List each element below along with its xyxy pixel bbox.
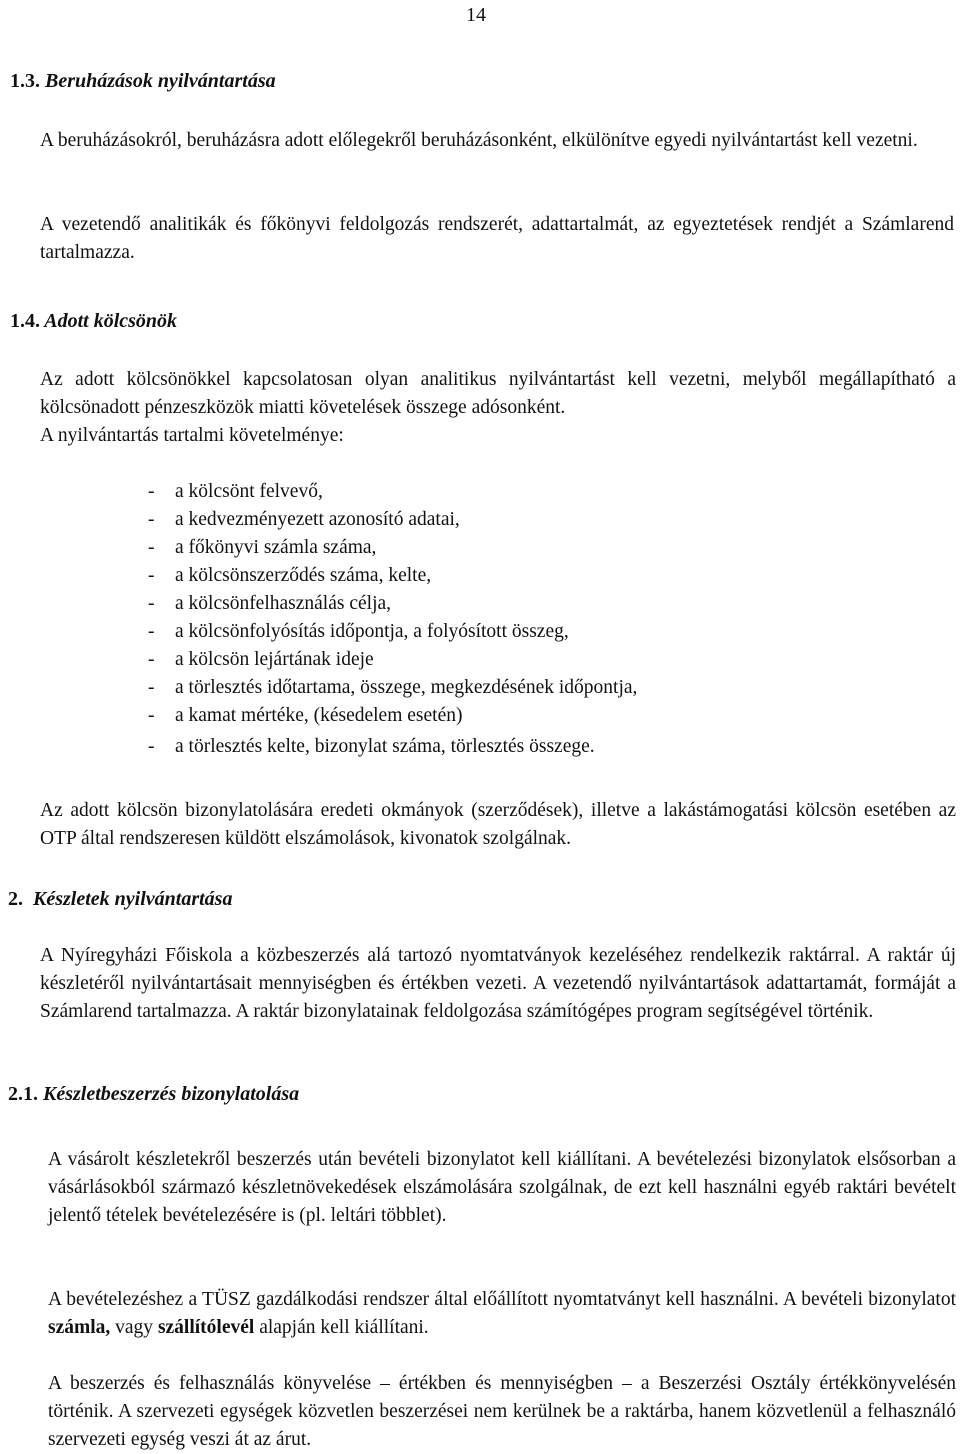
section-title: Beruházások nyilvántartása [45,70,276,92]
list-item: - a kamat mértéke, (késedelem esetén) [148,705,463,726]
text-run: vagy [110,1317,158,1338]
list-item: - a kedvezményezett azonosító adatai, [148,509,460,530]
section-title: Készletek nyilvántartása [33,888,233,910]
list-item: - a kölcsönfolyósítás időpontja, a folyósított összeg, [148,621,569,642]
list-item-text: a kölcsönszerződés száma, kelte, [175,565,432,586]
list-item: - a kölcsönt felvevő, [148,481,323,502]
emphasis-invoice: számla, [48,1317,111,1338]
section-heading-2 [8,888,232,911]
paragraph: A Nyíregyházi Főiskola a közbeszerzés alá tartozó nyomtatványok kezeléséhez rendelkezik raktárral. A raktár új készletéről nyilvántartásait mennyiségben és értékben vezeti. A vezetendő nyilvántartások adattartamát, formáját a Számlarend tartalmazza. A raktár bizonylatainak feldolgozása számítógépes program segítségével történik. [40,945,956,1022]
list-item-text: a kölcsön lejártának ideje [175,649,374,670]
list-item-text: a kölcsönfolyósítás időpontja, a folyósított összeg, [175,621,569,642]
section-heading-1-3 [10,70,276,93]
emphasis-delivery-note: szállítólevél [157,1317,255,1338]
text-run: A bevételezéshez a TÜSZ gazdálkodási rendszer által előállított nyomtatványt kell használni. A bevételi bizonylatot [48,1289,956,1310]
paragraph: A beszerzés és felhasználás könyvelése – értékben és mennyiségben – a Beszerzési Osztály értékkönyvelésén történik. A szervezeti egységek közvetlen beszerzései nem kerülnek be a raktárba, hanem közvetlenül a felhasználó szervezeti egység veszi át az árut. [48,1373,956,1450]
list-item: - a kölcsön lejártának ideje [148,649,374,670]
list-item: - a törlesztés időtartama, összege, megkezdésének időpontja, [148,677,638,698]
section-number: 2.1. [8,1083,38,1105]
paragraph: A nyilvántartás tartalmi követelménye: [40,425,344,446]
list-item-text: a kamat mértéke, (késedelem esetén) [175,705,463,726]
list-item: - a törlesztés kelte, bizonylat száma, törlesztés összege. [148,736,595,757]
section-number: 2. [8,888,23,910]
list-item-text: a törlesztés kelte, bizonylat száma, törlesztés összege. [175,736,595,757]
section-number: 1.4. [10,310,40,332]
section-number: 1.3. [10,70,40,92]
paragraph: A beruházásokról, beruházásra adott előlegekről beruházásonként, elkülönítve egyedi nyilvántartást kell vezetni. [40,130,918,151]
paragraph: Az adott kölcsön bizonylatolására eredeti okmányok (szerződések), illetve a lakástámogatási kölcsön esetében az OTP által rendszeresen küldött elszámolások, kivonatok szolgálnak. [40,800,956,849]
paragraph: A vezetendő analitikák és főkönyvi feldolgozás rendszerét, adattartalmát, az egyeztetések rendjét a Számlarend tartalmazza. [40,214,954,263]
list-item-text: a kölcsönt felvevő, [175,481,323,502]
section-title: Adott kölcsönök [44,310,178,332]
list-item: - a kölcsönfelhasználás célja, [148,593,392,614]
list-item-text: a főkönyvi számla száma, [175,537,377,558]
paragraph: A vásárolt készletekről beszerzés után bevételi bizonylatot kell kiállítani. A bevételezési bizonylatok elsősorban a vásárlásokból származó készletnövekedések elszámolására szolgálnak, de ezt kell használni egyéb raktári bevételt jelentő tételek bevételezésére is (pl. leltári többlet). [48,1149,956,1226]
section-heading-1-4 [10,310,177,333]
list-item: - a főkönyvi számla száma, [148,537,377,558]
text-run: alapján kell kiállítani. [254,1317,429,1338]
page-number: 14 [466,4,486,26]
requirement-list [148,478,637,761]
list-item: - a kölcsönszerződés száma, kelte, [148,565,432,586]
list-item-text: a kedvezményezett azonosító adatai, [175,509,460,530]
paragraph [48,1286,956,1342]
list-item-text: a törlesztés időtartama, összege, megkezdésének időpontja, [175,677,638,698]
list-item-text: a kölcsönfelhasználás célja, [175,593,392,614]
section-title: Készletbeszerzés bizonylatolása [43,1083,300,1105]
paragraph: Az adott kölcsönökkel kapcsolatosan olyan analitikus nyilvántartást kell vezetni, melyből megállapítható a kölcsönadott pénzeszközök miatti követelések összege adósonként. [40,369,956,418]
section-heading-2-1 [8,1083,299,1106]
